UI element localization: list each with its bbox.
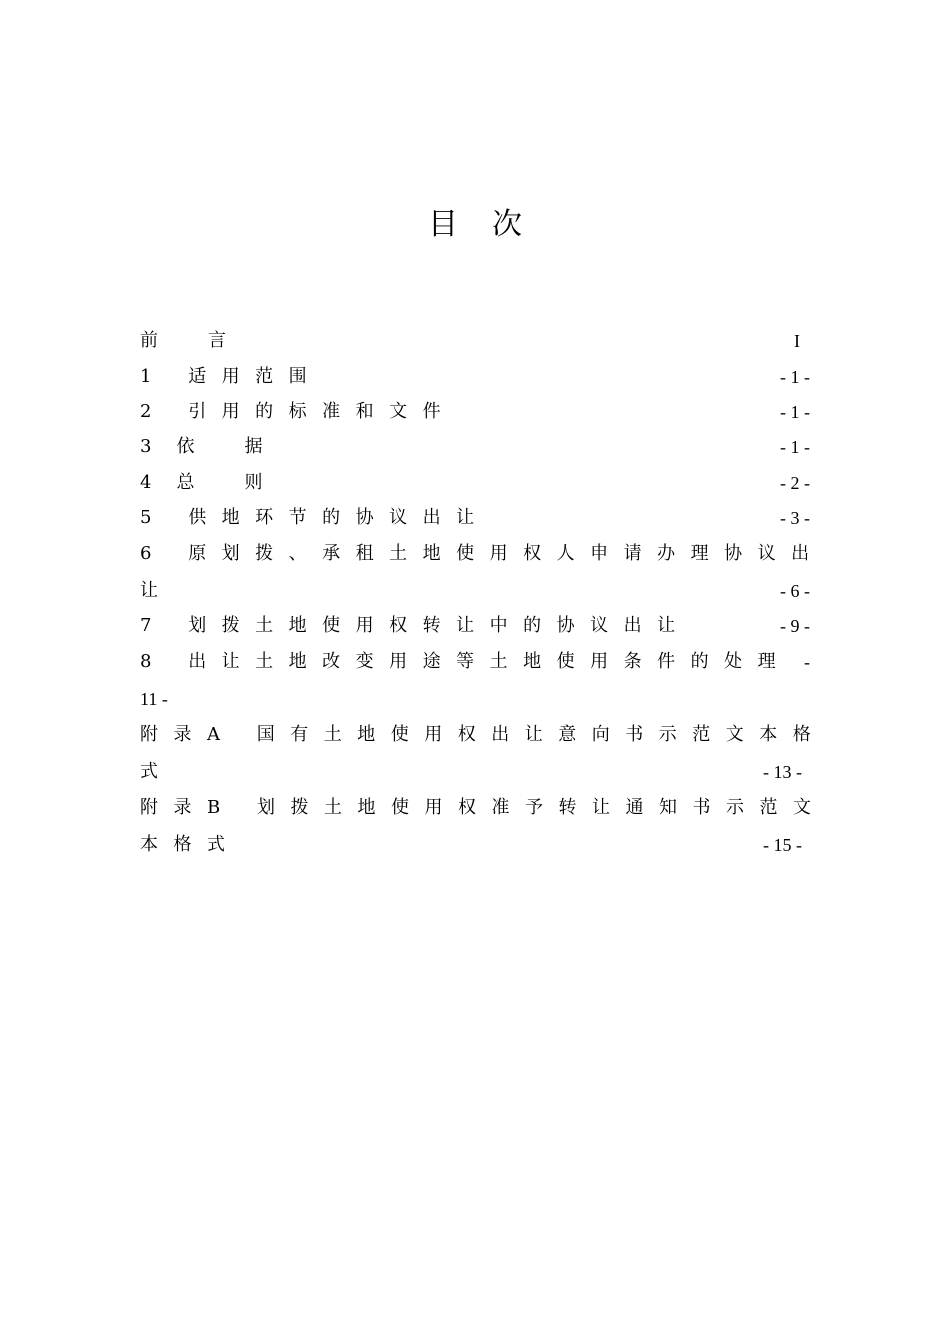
- toc-entry-text: 原划拨、承租土地使用权人申请办理协议出: [188, 543, 825, 564]
- toc-entry-number: 7: [140, 615, 167, 636]
- title-char-1: 目: [428, 207, 458, 242]
- toc-entry-text: 附录B 划拨土地使用权准予转让通知书示范文: [140, 797, 827, 818]
- page-title: [0, 203, 950, 247]
- toc-entry-number: 5: [140, 507, 167, 528]
- toc-entry-preface[interactable]: [140, 326, 810, 356]
- toc-entry-page: - 1 -: [780, 402, 810, 422]
- toc-entry-1[interactable]: [140, 362, 810, 392]
- toc-entry-6-continued[interactable]: [140, 576, 810, 606]
- toc-entry-4[interactable]: [140, 468, 810, 498]
- toc-entry-text: 引用的标准和文件: [188, 401, 457, 422]
- toc-entry-2[interactable]: [140, 397, 810, 427]
- toc-entry-page: - 6 -: [780, 581, 810, 601]
- title-char-2: 次: [492, 207, 522, 242]
- toc-entry-number: 2: [140, 401, 167, 422]
- toc-entry-number: 8: [140, 651, 167, 672]
- toc-entry-5[interactable]: [140, 503, 810, 533]
- toc-entry-text: 式: [140, 761, 174, 782]
- toc-entry-number: 1: [140, 366, 167, 387]
- toc-entry-8-continued[interactable]: [140, 684, 810, 714]
- toc-entry-8[interactable]: [140, 647, 810, 677]
- toc-entry-text: 言: [208, 330, 226, 351]
- toc-entry-appendix-a[interactable]: [140, 720, 827, 750]
- toc-entry-text: 则: [244, 472, 263, 493]
- toc-entry-page: - 1 -: [780, 367, 810, 387]
- toc-entry-7[interactable]: [140, 611, 810, 641]
- toc-entry-page: -: [804, 652, 810, 672]
- toc-entry-number: 3: [140, 436, 152, 457]
- toc-entry-page: I: [794, 331, 800, 351]
- toc-entry-text: 划拨土地使用权转让中的协议出让: [188, 615, 691, 636]
- toc-entry-number: 6: [140, 543, 167, 564]
- toc-entry-text: 本格式: [140, 834, 241, 855]
- toc-entry-page: - 1 -: [780, 437, 810, 457]
- toc-entry-text: 适用范围: [188, 366, 323, 387]
- toc-entry-text: 前: [140, 330, 158, 351]
- toc-entry-text: 据: [244, 436, 263, 457]
- toc-entry-text: 出让土地改变用途等土地使用条件的处理: [188, 651, 792, 672]
- toc-entry-text: 总: [176, 472, 195, 493]
- toc-entry-text: 让: [140, 580, 174, 601]
- toc-entry-text: 依: [176, 436, 195, 457]
- toc-entry-appendix-b-continued[interactable]: [140, 830, 810, 860]
- toc-entry-text: 附录A 国有土地使用权出让意向书示范文本格: [140, 724, 827, 745]
- toc-entry-appendix-b[interactable]: [140, 793, 827, 823]
- toc-entry-page: - 3 -: [780, 508, 810, 528]
- toc-entry-page: - 13 -: [763, 762, 802, 782]
- toc-entry-page: 11 -: [140, 689, 168, 709]
- toc-entry-6[interactable]: [140, 539, 825, 569]
- toc-entry-text: 供地环节的协议出让: [188, 507, 490, 528]
- toc-entry-3[interactable]: [140, 432, 810, 462]
- toc-entry-page: - 9 -: [780, 616, 810, 636]
- toc-entry-page: - 2 -: [780, 473, 810, 493]
- toc-entry-number: 4: [140, 472, 152, 493]
- toc-entry-page: - 15 -: [763, 835, 802, 855]
- toc-entry-appendix-a-continued[interactable]: [140, 757, 810, 787]
